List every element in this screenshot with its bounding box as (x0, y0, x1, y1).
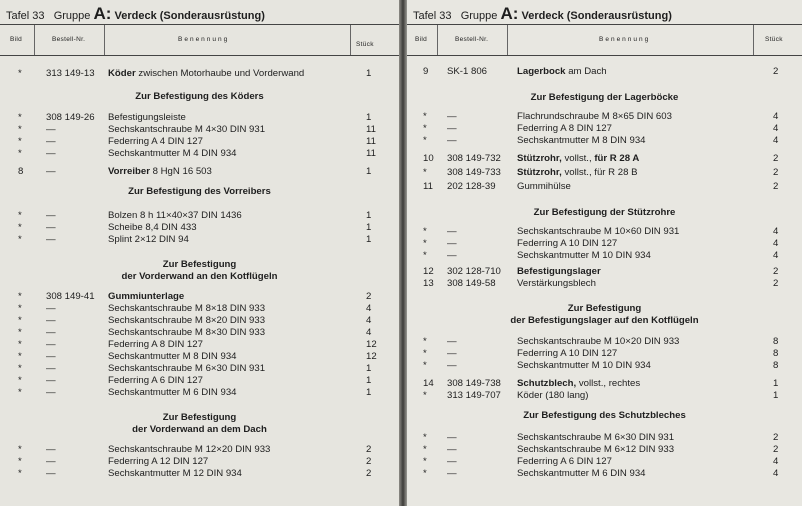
bild-cell: * (18, 222, 22, 233)
benennung-cell: Köder (180 lang) (517, 390, 589, 401)
benennung-cell: Köder zwischen Motorhaube und Vorderwand (108, 68, 305, 79)
col-bild: Bild (10, 36, 23, 43)
gruppe-label: Gruppe (460, 10, 498, 22)
benennung-cell: Gummiunterlage (108, 291, 185, 302)
bestellnr-cell: — (447, 111, 457, 122)
stueck-cell: 4 (773, 250, 779, 261)
gruppe-label: Gruppe (53, 10, 91, 22)
table-row (407, 444, 802, 456)
benennung-cell: Stützrohr, vollst., für R 28 A (517, 153, 640, 164)
bild-cell: * (423, 432, 427, 443)
stueck-cell: 2 (366, 456, 372, 467)
stueck-cell: 4 (773, 238, 779, 249)
table-row (407, 468, 802, 480)
stueck-cell: 8 (773, 360, 779, 371)
book-gutter (399, 0, 407, 506)
bestellnr-cell: — (46, 166, 56, 177)
stueck-cell: 12 (366, 339, 377, 350)
bestellnr-cell: — (46, 468, 56, 479)
table-header (0, 24, 399, 56)
bestellnr-cell: — (447, 456, 457, 467)
bild-cell: * (18, 315, 22, 326)
stueck-cell: 4 (773, 226, 779, 237)
section-heading: der Befestigungslager auf den Kotflügeln (510, 315, 699, 326)
benennung-cell: Sechskantschraube M 8×20 DIN 933 (108, 315, 266, 326)
stueck-cell: 4 (366, 303, 372, 314)
bestellnr-cell: — (46, 315, 56, 326)
col-bild: Bild (415, 36, 428, 43)
stueck-cell: 2 (773, 181, 779, 192)
stueck-cell: 8 (773, 336, 779, 347)
stueck-cell: 8 (773, 348, 779, 359)
bestellnr-cell: 302 128-710 (447, 266, 501, 277)
table-row (407, 167, 802, 179)
stueck-cell: 2 (366, 444, 372, 455)
stueck-cell: 1 (366, 234, 372, 245)
bild-cell: * (18, 148, 22, 159)
section-heading: Zur Befestigung der Lagerböcke (530, 92, 679, 103)
stueck-cell: 1 (773, 378, 779, 389)
table-header (407, 24, 802, 56)
benennung-cell: Federring A 10 DIN 127 (517, 238, 618, 249)
bild-cell: * (18, 375, 22, 386)
tafel-label: Tafel 33 (6, 10, 45, 22)
table-row (407, 250, 802, 262)
table-row (407, 390, 802, 402)
bestellnr-cell: — (46, 148, 56, 159)
stueck-cell: 1 (366, 375, 372, 386)
benennung-cell: Sechskantschraube M 8×30 DIN 933 (108, 327, 266, 338)
benennung-cell: Federring A 8 DIN 127 (108, 339, 203, 350)
bestellnr-cell: — (447, 226, 457, 237)
bestellnr-cell: 308 149-733 (447, 167, 501, 178)
stueck-cell: 4 (366, 327, 372, 338)
benennung-cell: Splint 2×12 DIN 94 (108, 234, 189, 245)
bild-cell: 11 (423, 181, 433, 192)
col-stueck: Stück (356, 41, 374, 48)
table-row (407, 378, 802, 390)
bild-cell: * (18, 210, 22, 221)
stueck-cell: 1 (366, 68, 372, 79)
bild-cell: * (18, 303, 22, 314)
bild-cell: 13 (423, 278, 434, 289)
bestellnr-cell: — (447, 135, 457, 146)
stueck-cell: 2 (366, 291, 372, 302)
bestellnr-cell: — (46, 444, 56, 455)
benennung-cell: Gummihülse (517, 181, 571, 192)
table-row (407, 348, 802, 360)
table-row (0, 148, 399, 160)
bestellnr-cell: SK-1 806 (447, 66, 488, 77)
stueck-cell: 2 (773, 444, 779, 455)
table-row (0, 315, 399, 327)
group-letter: A: (500, 4, 519, 23)
section-heading: der Vorderwand an den Kotflügeln (121, 271, 278, 282)
bild-cell: * (423, 348, 427, 359)
bestellnr-cell: — (46, 303, 56, 314)
table-row (407, 278, 802, 290)
benennung-cell: Sechskantmutter M 8 DIN 934 (108, 351, 237, 362)
bild-cell: 9 (423, 66, 429, 77)
benennung-cell: Schutzblech, vollst., rechtes (517, 378, 641, 389)
page-title: Verdeck (Sonderausrüstung) (114, 10, 265, 22)
table-row (0, 136, 399, 148)
bestellnr-cell: 202 128-39 (447, 181, 496, 192)
bild-cell: 10 (423, 153, 434, 164)
section-heading: Zur Befestigung des Schutzbleches (523, 410, 686, 421)
table-row (407, 432, 802, 444)
section-heading: Zur Befestigung des Köders (135, 91, 264, 102)
bild-cell: 8 (18, 166, 24, 177)
stueck-cell: 11 (366, 136, 376, 147)
stueck-cell: 11 (366, 124, 376, 135)
benennung-cell: Sechskantschraube M 8×18 DIN 933 (108, 303, 266, 314)
stueck-cell: 1 (773, 390, 779, 401)
table-row (0, 124, 399, 136)
bild-cell: * (18, 468, 22, 479)
bild-cell: * (18, 456, 22, 467)
stueck-cell: 1 (366, 222, 372, 233)
bestellnr-cell: — (447, 336, 457, 347)
benennung-cell: Stützrohr, vollst., für R 28 B (517, 167, 638, 178)
bestellnr-cell: 313 149-13 (46, 68, 95, 79)
col-benennung: Benennung (178, 36, 230, 43)
benennung-cell: Lagerbock am Dach (517, 66, 607, 77)
stueck-cell: 1 (366, 166, 372, 177)
table-row (407, 66, 802, 78)
bild-cell: * (423, 167, 427, 178)
bild-cell: * (18, 112, 22, 123)
stueck-cell: 2 (773, 153, 779, 164)
table-row (0, 303, 399, 315)
benennung-cell: Befestigungsleiste (108, 112, 186, 123)
bild-cell: * (18, 351, 22, 362)
benennung-cell: Flachrundschraube M 8×65 DIN 603 (517, 111, 672, 122)
bestellnr-cell: 313 149-707 (447, 390, 501, 401)
benennung-cell: Befestigungslager (517, 266, 601, 277)
bild-cell: * (18, 363, 22, 374)
bestellnr-cell: — (46, 375, 56, 386)
bild-cell: * (18, 327, 22, 338)
bild-cell: * (18, 68, 22, 79)
benennung-cell: Federring A 10 DIN 127 (517, 348, 618, 359)
table-row (407, 111, 802, 123)
bild-cell: 14 (423, 378, 434, 389)
section-heading: Zur Befestigung (567, 303, 642, 314)
table-row (0, 363, 399, 375)
stueck-cell: 2 (773, 167, 779, 178)
section-heading: Zur Befestigung des Vorreibers (128, 186, 271, 197)
bild-cell: * (423, 111, 427, 122)
section-heading: der Vorderwand an dem Dach (132, 424, 267, 435)
bestellnr-cell: 308 149-738 (447, 378, 501, 389)
bestellnr-cell: — (46, 339, 56, 350)
table-row (407, 266, 802, 278)
bestellnr-cell: — (447, 238, 457, 249)
stueck-cell: 4 (773, 468, 779, 479)
benennung-cell: Sechskantmutter M 6 DIN 934 (517, 468, 646, 479)
table-row (0, 166, 399, 178)
bestellnr-cell: — (46, 234, 56, 245)
bestellnr-cell: — (46, 387, 56, 398)
bild-cell: * (423, 226, 427, 237)
tafel-label: Tafel 33 (413, 10, 452, 22)
benennung-cell: Sechskantschraube M 6×12 DIN 933 (517, 444, 675, 455)
left-page (0, 0, 399, 506)
stueck-cell: 4 (773, 135, 779, 146)
table-row (407, 135, 802, 147)
benennung-cell: Scheibe 8,4 DIN 433 (108, 222, 197, 233)
group-letter: A: (93, 4, 112, 23)
table-row (407, 456, 802, 468)
table-row (407, 181, 802, 193)
stueck-cell: 12 (366, 351, 377, 362)
bild-cell: * (423, 456, 427, 467)
table-row (0, 468, 399, 480)
benennung-cell: Sechskantschraube M 6×30 DIN 931 (108, 363, 266, 374)
table-row (0, 339, 399, 351)
stueck-cell: 4 (773, 111, 779, 122)
stueck-cell: 2 (366, 468, 372, 479)
bild-cell: * (18, 339, 22, 350)
bild-cell: * (18, 234, 22, 245)
table-row (0, 222, 399, 234)
bestellnr-cell: — (447, 360, 457, 371)
table-row (407, 153, 802, 165)
section-heading: Zur Befestigung (162, 412, 237, 423)
bestellnr-cell: — (447, 468, 457, 479)
bestellnr-cell: — (46, 136, 56, 147)
benennung-cell: Sechskantschraube M 10×20 DIN 933 (517, 336, 680, 347)
table-row (407, 123, 802, 135)
benennung-cell: Sechskantmutter M 4 DIN 934 (108, 148, 237, 159)
table-row (0, 351, 399, 363)
bestellnr-cell: — (46, 456, 56, 467)
page-title: Verdeck (Sonderausrüstung) (521, 10, 672, 22)
stueck-cell: 2 (773, 278, 779, 289)
table-row (407, 360, 802, 372)
benennung-cell: Sechskantmutter M 10 DIN 934 (517, 250, 651, 261)
table-row (0, 210, 399, 222)
table-row (0, 291, 399, 303)
benennung-cell: Federring A 6 DIN 127 (108, 375, 203, 386)
stueck-cell: 1 (366, 387, 372, 398)
bild-cell: * (423, 468, 427, 479)
section-heading: Zur Befestigung (162, 259, 237, 270)
bestellnr-cell: — (447, 123, 457, 134)
bild-cell: * (423, 390, 427, 401)
bild-cell: * (18, 136, 22, 147)
stueck-cell: 1 (366, 363, 372, 374)
col-bestellnr: Bestell-Nr. (455, 36, 489, 43)
benennung-cell: Sechskantmutter M 10 DIN 934 (517, 360, 651, 371)
bild-cell: * (423, 250, 427, 261)
bild-cell: * (18, 124, 22, 135)
bestellnr-cell: — (447, 348, 457, 359)
benennung-cell: Federring A 6 DIN 127 (517, 456, 612, 467)
bestellnr-cell: — (447, 444, 457, 455)
table-row (407, 336, 802, 348)
bestellnr-cell: 308 149-41 (46, 291, 95, 302)
page-header (413, 4, 672, 24)
benennung-cell: Sechskantschraube M 4×30 DIN 931 (108, 124, 266, 135)
table-row (407, 238, 802, 250)
page-header (6, 4, 265, 24)
benennung-cell: Sechskantmutter M 12 DIN 934 (108, 468, 242, 479)
bild-cell: * (423, 135, 427, 146)
table-row (0, 327, 399, 339)
benennung-cell: Sechskantmutter M 8 DIN 934 (517, 135, 646, 146)
benennung-cell: Bolzen 8 h 11×40×37 DIN 1436 (108, 210, 242, 221)
stueck-cell: 2 (773, 432, 779, 443)
benennung-cell: Federring A 12 DIN 127 (108, 456, 209, 467)
bestellnr-cell: — (46, 124, 56, 135)
benennung-cell: Vorreiber 8 HgN 16 503 (108, 166, 212, 177)
bild-cell: * (18, 291, 22, 302)
table-row (0, 68, 399, 80)
bestellnr-cell: — (46, 210, 56, 221)
bestellnr-cell: — (46, 222, 56, 233)
table-row (0, 387, 399, 399)
section-heading: Zur Befestigung der Stützrohre (533, 207, 676, 218)
bestellnr-cell: 308 149-58 (447, 278, 496, 289)
bild-cell: * (423, 123, 427, 134)
stueck-cell: 2 (773, 66, 779, 77)
bild-cell: * (423, 238, 427, 249)
col-benennung: Benennung (599, 36, 651, 43)
right-page (407, 0, 802, 506)
table-row (0, 456, 399, 468)
table-row (407, 226, 802, 238)
bild-cell: * (423, 336, 427, 347)
stueck-cell: 1 (366, 210, 372, 221)
table-row (0, 375, 399, 387)
bild-cell: * (423, 360, 427, 371)
bestellnr-cell: 308 149-26 (46, 112, 95, 123)
benennung-cell: Federring A 8 DIN 127 (517, 123, 612, 134)
benennung-cell: Sechskantschraube M 12×20 DIN 933 (108, 444, 271, 455)
bild-cell: * (423, 444, 427, 455)
benennung-cell: Federring A 4 DIN 127 (108, 136, 203, 147)
benennung-cell: Sechskantmutter M 6 DIN 934 (108, 387, 237, 398)
bestellnr-cell: 308 149-732 (447, 153, 501, 164)
bild-cell: * (18, 387, 22, 398)
stueck-cell: 1 (366, 112, 372, 123)
stueck-cell: 2 (773, 266, 779, 277)
bild-cell: * (18, 444, 22, 455)
table-row (0, 112, 399, 124)
bestellnr-cell: — (46, 363, 56, 374)
stueck-cell: 11 (366, 148, 376, 159)
bestellnr-cell: — (447, 250, 457, 261)
table-row (0, 444, 399, 456)
bestellnr-cell: — (46, 327, 56, 338)
bestellnr-cell: — (46, 351, 56, 362)
benennung-cell: Sechskantschraube M 6×30 DIN 931 (517, 432, 675, 443)
stueck-cell: 4 (773, 456, 779, 467)
col-stueck: Stück (765, 36, 783, 43)
col-bestellnr: Bestell-Nr. (52, 36, 86, 43)
table-row (0, 234, 399, 246)
benennung-cell: Sechskantschraube M 10×60 DIN 931 (517, 226, 680, 237)
bild-cell: 12 (423, 266, 434, 277)
stueck-cell: 4 (773, 123, 779, 134)
bestellnr-cell: — (447, 432, 457, 443)
stueck-cell: 4 (366, 315, 372, 326)
benennung-cell: Verstärkungsblech (517, 278, 596, 289)
